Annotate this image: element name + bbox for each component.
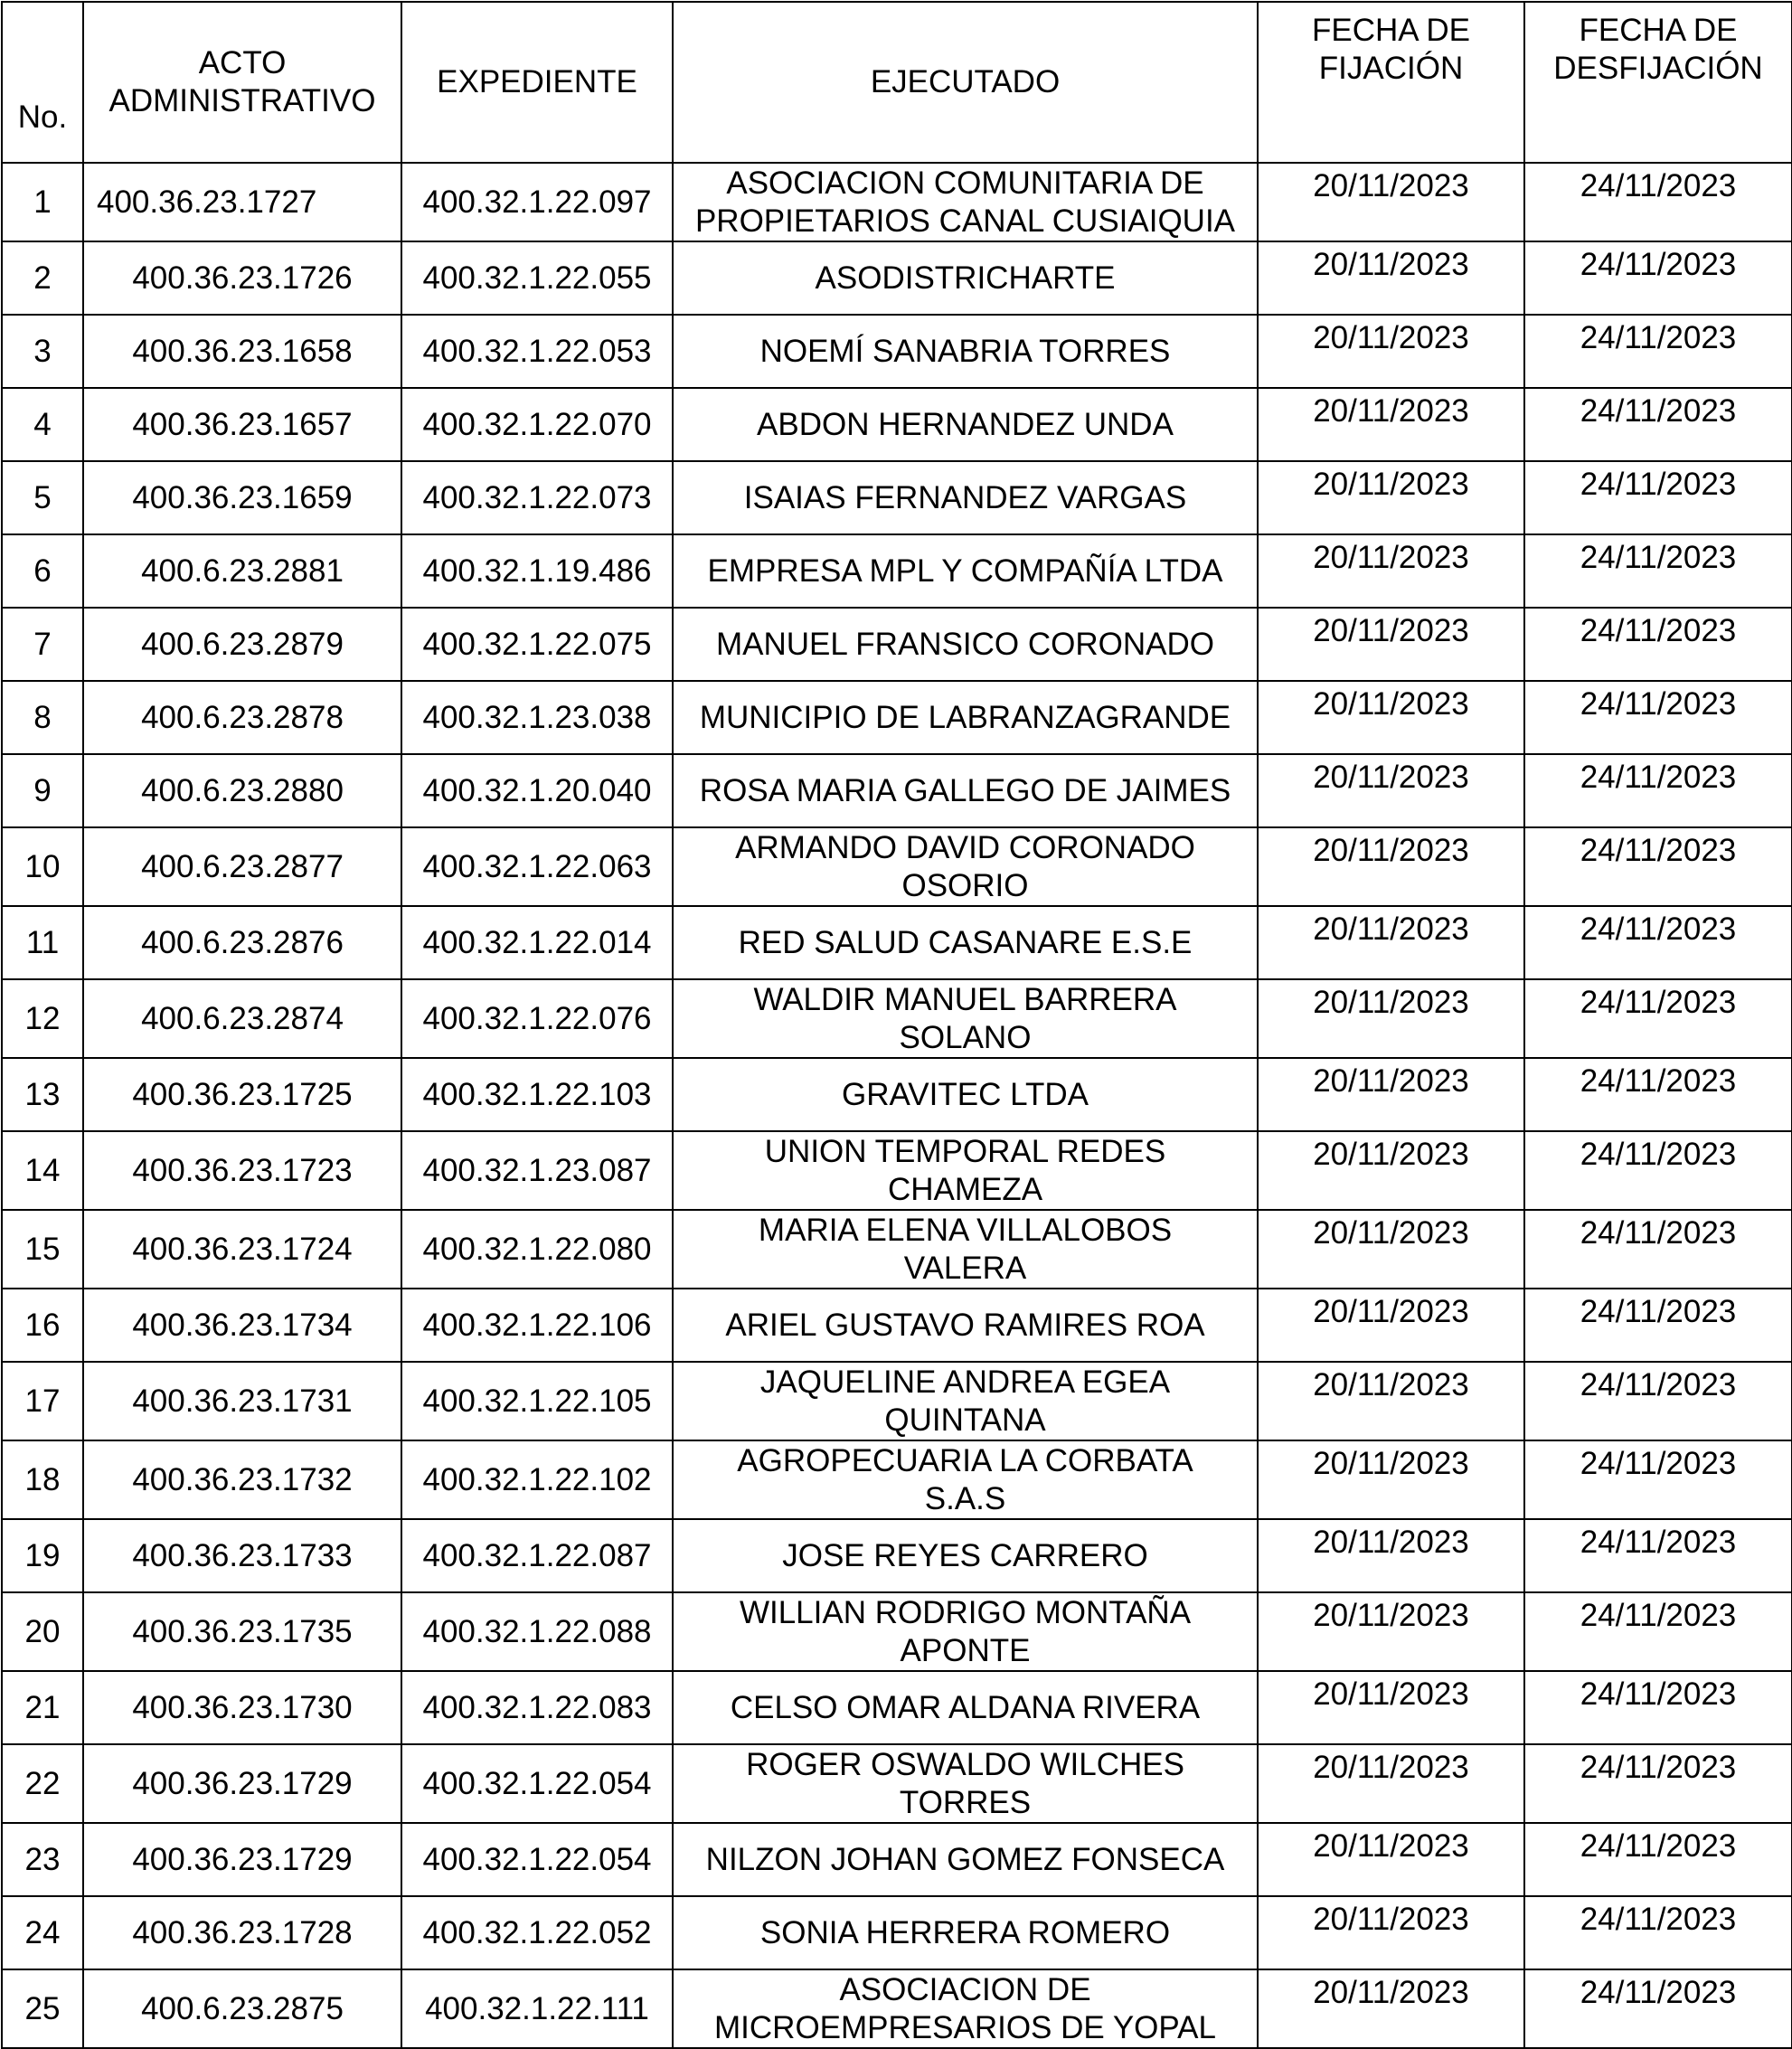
header-fijacion-line-1: FECHA DE [1311,13,1471,48]
acto-administrativo-cell: 400.6.23.2876 [83,906,401,979]
fecha-fijacion-cell: 20/11/2023 [1258,754,1524,827]
expediente-cell: 400.32.1.22.076 [401,979,673,1058]
table-row [2,1969,1792,2048]
fecha-desfijacion-cell: 24/11/2023 [1524,1058,1792,1131]
expediente-cell: 400.32.1.22.055 [401,241,673,315]
expediente-cell: 400.32.1.22.088 [401,1592,673,1671]
fecha-fijacion-cell: 20/11/2023 [1258,1289,1524,1362]
ejecutado-line: GRAVITEC LTDA [842,1076,1089,1112]
fecha-fijacion-cell: 20/11/2023 [1258,827,1524,906]
ejecutado-cell [673,388,1258,461]
ejecutado-line: QUINTANA [884,1402,1046,1438]
acto-administrativo-cell: 400.36.23.1725 [83,1058,401,1131]
table-row [2,681,1792,754]
table-row [2,827,1792,906]
acto-administrativo-cell: 400.6.23.2880 [83,754,401,827]
notification-table [1,1,1792,2049]
table-row [2,1823,1792,1896]
header-desfijacion-line-1: FECHA DE [1579,13,1738,48]
fecha-fijacion-cell: 20/11/2023 [1258,681,1524,754]
acto-administrativo-cell: 400.36.23.1723 [83,1131,401,1210]
table-row [2,461,1792,534]
fecha-fijacion-cell: 20/11/2023 [1258,1210,1524,1289]
expediente-cell: 400.32.1.22.054 [401,1823,673,1896]
fecha-desfijacion-cell: 24/11/2023 [1524,163,1792,241]
fecha-fijacion-cell: 20/11/2023 [1258,1744,1524,1823]
row-number: 13 [2,1058,83,1131]
ejecutado-line: MANUEL FRANSICO CORONADO [716,626,1214,662]
row-number: 4 [2,388,83,461]
acto-administrativo-cell: 400.36.23.1724 [83,1210,401,1289]
expediente-cell: 400.32.1.22.053 [401,315,673,388]
acto-administrativo-cell: 400.6.23.2874 [83,979,401,1058]
row-number: 7 [2,608,83,681]
fecha-desfijacion-cell: 24/11/2023 [1524,241,1792,315]
fecha-fijacion-cell: 20/11/2023 [1258,1592,1524,1671]
ejecutado-line: JOSE REYES CARRERO [782,1537,1148,1573]
ejecutado-cell [673,1058,1258,1131]
header-desfijacion-line-2: DESFIJACIÓN [1553,51,1763,86]
header-row [2,2,1792,163]
row-number: 15 [2,1210,83,1289]
row-number: 6 [2,534,83,608]
ejecutado-cell [673,315,1258,388]
ejecutado-line: MARIA ELENA VILLALOBOS [758,1212,1173,1248]
expediente-cell: 400.32.1.22.105 [401,1362,673,1440]
ejecutado-cell [673,979,1258,1058]
fecha-fijacion-cell: 20/11/2023 [1258,315,1524,388]
ejecutado-line: MICROEMPRESARIOS DE YOPAL [714,2009,1216,2045]
fecha-desfijacion-cell: 24/11/2023 [1524,906,1792,979]
ejecutado-cell [673,461,1258,534]
ejecutado-line: CELSO OMAR ALDANA RIVERA [730,1689,1201,1725]
row-number: 11 [2,906,83,979]
ejecutado-line: EMPRESA MPL Y COMPAÑÍA LTDA [707,552,1223,589]
ejecutado-cell [673,1289,1258,1362]
fecha-fijacion-cell: 20/11/2023 [1258,1823,1524,1896]
row-number: 5 [2,461,83,534]
row-number: 18 [2,1440,83,1519]
acto-administrativo-cell: 400.36.23.1730 [83,1671,401,1744]
table-row [2,1671,1792,1744]
ejecutado-cell [673,241,1258,315]
row-number: 3 [2,315,83,388]
expediente-cell: 400.32.1.22.063 [401,827,673,906]
header-acto-administrativo [83,2,401,163]
ejecutado-line: ROSA MARIA GALLEGO DE JAIMES [699,772,1231,808]
acto-administrativo-cell: 400.36.23.1728 [83,1896,401,1969]
table-row [2,1519,1792,1592]
row-number: 12 [2,979,83,1058]
fecha-desfijacion-cell: 24/11/2023 [1524,1289,1792,1362]
ejecutado-line: JAQUELINE ANDREA EGEA [759,1364,1171,1400]
row-number: 8 [2,681,83,754]
expediente-cell: 400.32.1.23.038 [401,681,673,754]
ejecutado-line: NOEMÍ SANABRIA TORRES [759,333,1171,369]
acto-administrativo-cell: 400.36.23.1733 [83,1519,401,1592]
ejecutado-cell [673,1440,1258,1519]
row-number: 9 [2,754,83,827]
ejecutado-cell [673,754,1258,827]
fecha-desfijacion-cell: 24/11/2023 [1524,461,1792,534]
ejecutado-line: WALDIR MANUEL BARRERA [753,981,1177,1017]
fecha-fijacion-cell: 20/11/2023 [1258,1131,1524,1210]
fecha-fijacion-cell: 20/11/2023 [1258,1969,1524,2048]
table-row [2,1744,1792,1823]
expediente-cell: 400.32.1.22.087 [401,1519,673,1592]
ejecutado-line: ARIEL GUSTAVO RAMIRES ROA [725,1307,1205,1343]
ejecutado-line: NILZON JOHAN GOMEZ FONSECA [705,1841,1225,1877]
fecha-fijacion-cell: 20/11/2023 [1258,534,1524,608]
row-number: 25 [2,1969,83,2048]
fecha-fijacion-cell: 20/11/2023 [1258,163,1524,241]
expediente-cell: 400.32.1.22.054 [401,1744,673,1823]
fecha-desfijacion-cell: 24/11/2023 [1524,1131,1792,1210]
row-number: 1 [2,163,83,241]
expediente-cell: 400.32.1.22.106 [401,1289,673,1362]
fecha-desfijacion-cell: 24/11/2023 [1524,534,1792,608]
ejecutado-line: VALERA [903,1250,1027,1286]
fecha-fijacion-cell: 20/11/2023 [1258,388,1524,461]
table-row [2,906,1792,979]
expediente-cell: 400.32.1.20.040 [401,754,673,827]
acto-administrativo-cell: 400.36.23.1658 [83,315,401,388]
fecha-fijacion-cell: 20/11/2023 [1258,1058,1524,1131]
fecha-fijacion-cell: 20/11/2023 [1258,1362,1524,1440]
ejecutado-line: ASODISTRICHARTE [815,260,1116,296]
acto-administrativo-cell: 400.36.23.1732 [83,1440,401,1519]
expediente-cell: 400.32.1.22.080 [401,1210,673,1289]
acto-administrativo-cell: 400.36.23.1735 [83,1592,401,1671]
expediente-cell: 400.32.1.22.014 [401,906,673,979]
ejecutado-cell [673,1671,1258,1744]
table-row [2,163,1792,241]
fecha-desfijacion-cell: 24/11/2023 [1524,681,1792,754]
ejecutado-line: TORRES [899,1784,1032,1820]
ejecutado-cell [673,534,1258,608]
fecha-fijacion-cell: 20/11/2023 [1258,1671,1524,1744]
fecha-desfijacion-cell: 24/11/2023 [1524,1519,1792,1592]
ejecutado-cell [673,1969,1258,2048]
ejecutado-line: ABDON HERNANDEZ UNDA [757,406,1174,442]
ejecutado-line: ASOCIACION DE [839,1971,1091,2007]
acto-administrativo-cell: 400.6.23.2878 [83,681,401,754]
fecha-desfijacion-cell: 24/11/2023 [1524,608,1792,681]
fecha-fijacion-cell: 20/11/2023 [1258,461,1524,534]
fecha-desfijacion-cell: 24/11/2023 [1524,388,1792,461]
ejecutado-line: MUNICIPIO DE LABRANZAGRANDE [699,699,1231,735]
header-ejecutado: EJECUTADO [673,2,1258,163]
fecha-desfijacion-cell: 24/11/2023 [1524,1362,1792,1440]
ejecutado-line: PROPIETARIOS CANAL CUSIAIQUIA [694,203,1236,239]
expediente-cell: 400.32.1.22.070 [401,388,673,461]
fecha-fijacion-cell: 20/11/2023 [1258,979,1524,1058]
acto-administrativo-cell: 400.6.23.2879 [83,608,401,681]
acto-administrativo-cell: 400.36.23.1729 [83,1744,401,1823]
expediente-cell: 400.32.1.22.103 [401,1058,673,1131]
expediente-cell: 400.32.1.23.087 [401,1131,673,1210]
fecha-desfijacion-cell: 24/11/2023 [1524,1671,1792,1744]
expediente-cell: 400.32.1.22.073 [401,461,673,534]
fecha-desfijacion-cell: 24/11/2023 [1524,827,1792,906]
fecha-desfijacion-cell: 24/11/2023 [1524,979,1792,1058]
expediente-cell: 400.32.1.22.097 [401,163,673,241]
ejecutado-cell [673,1131,1258,1210]
fecha-desfijacion-cell: 24/11/2023 [1524,1896,1792,1969]
expediente-cell: 400.32.1.22.083 [401,1671,673,1744]
fecha-fijacion-cell: 20/11/2023 [1258,241,1524,315]
fecha-desfijacion-cell: 24/11/2023 [1524,1969,1792,2048]
expediente-cell: 400.32.1.22.075 [401,608,673,681]
expediente-cell: 400.32.1.22.102 [401,1440,673,1519]
fecha-fijacion-cell: 20/11/2023 [1258,608,1524,681]
acto-administrativo-cell: 400.36.23.1657 [83,388,401,461]
ejecutado-cell [673,1592,1258,1671]
expediente-cell: 400.32.1.22.111 [401,1969,673,2048]
row-number: 22 [2,1744,83,1823]
row-number: 20 [2,1592,83,1671]
ejecutado-line: ISAIAS FERNANDEZ VARGAS [743,479,1187,515]
table-row [2,1362,1792,1440]
acto-administrativo-cell: 400.36.23.1734 [83,1289,401,1362]
table-row [2,241,1792,315]
ejecutado-line: ASOCIACION COMUNITARIA DE [726,165,1204,201]
header-no: No. [2,2,83,163]
table-row [2,1440,1792,1519]
row-number: 10 [2,827,83,906]
expediente-cell: 400.32.1.19.486 [401,534,673,608]
acto-administrativo-cell: 400.36.23.1726 [83,241,401,315]
fecha-fijacion-cell: 20/11/2023 [1258,1519,1524,1592]
ejecutado-line: APONTE [900,1632,1031,1668]
header-fijacion-line-2: FIJACIÓN [1318,51,1464,86]
row-number: 21 [2,1671,83,1744]
acto-administrativo-cell: 400.6.23.2875 [83,1969,401,2048]
ejecutado-cell [673,608,1258,681]
table-row [2,1210,1792,1289]
table-row [2,608,1792,681]
ejecutado-line: ROGER OSWALDO WILCHES [746,1746,1184,1782]
table-row [2,1592,1792,1671]
table-row [2,1896,1792,1969]
ejecutado-line: AGROPECUARIA LA CORBATA [737,1442,1193,1478]
table-row [2,534,1792,608]
ejecutado-cell [673,1362,1258,1440]
fecha-desfijacion-cell: 24/11/2023 [1524,315,1792,388]
fecha-fijacion-cell: 20/11/2023 [1258,1896,1524,1969]
ejecutado-cell [673,1519,1258,1592]
fecha-desfijacion-cell: 24/11/2023 [1524,1440,1792,1519]
row-number: 23 [2,1823,83,1896]
ejecutado-cell [673,1896,1258,1969]
fecha-desfijacion-cell: 24/11/2023 [1524,1210,1792,1289]
row-number: 14 [2,1131,83,1210]
acto-administrativo-cell: 400.6.23.2877 [83,827,401,906]
ejecutado-line: WILLIAN RODRIGO MONTAÑA [739,1594,1192,1630]
ejecutado-line: SONIA HERRERA ROMERO [759,1914,1171,1950]
acto-administrativo-cell: 400.6.23.2881 [83,534,401,608]
expediente-cell: 400.32.1.22.052 [401,1896,673,1969]
fecha-desfijacion-cell: 24/11/2023 [1524,1823,1792,1896]
header-acto-line-1: ACTO [198,45,287,80]
fecha-fijacion-cell: 20/11/2023 [1258,1440,1524,1519]
ejecutado-line: ARMANDO DAVID CORONADO [735,829,1195,865]
table-row [2,388,1792,461]
header-expediente: EXPEDIENTE [401,2,673,163]
ejecutado-cell [673,1210,1258,1289]
header-fecha-desfijacion [1524,2,1792,163]
ejecutado-line: S.A.S [924,1480,1006,1516]
fecha-fijacion-cell: 20/11/2023 [1258,906,1524,979]
fecha-desfijacion-cell: 24/11/2023 [1524,1592,1792,1671]
ejecutado-cell [673,1823,1258,1896]
acto-administrativo-cell: 400.36.23.1659 [83,461,401,534]
acto-administrativo-cell: 400.36.23.1727 [83,163,401,241]
ejecutado-line: OSORIO [901,867,1029,903]
table-row [2,754,1792,827]
ejecutado-cell [673,827,1258,906]
fecha-desfijacion-cell: 24/11/2023 [1524,754,1792,827]
acto-administrativo-cell: 400.36.23.1731 [83,1362,401,1440]
row-number: 17 [2,1362,83,1440]
acto-administrativo-cell: 400.36.23.1729 [83,1823,401,1896]
table-row [2,1131,1792,1210]
table-body [2,163,1792,2048]
ejecutado-cell [673,906,1258,979]
ejecutado-cell [673,681,1258,754]
table-row [2,1058,1792,1131]
row-number: 19 [2,1519,83,1592]
ejecutado-line: SOLANO [899,1019,1032,1055]
table-row [2,315,1792,388]
row-number: 24 [2,1896,83,1969]
header-fecha-fijacion [1258,2,1524,163]
ejecutado-line: UNION TEMPORAL REDES [764,1133,1166,1169]
row-number: 16 [2,1289,83,1362]
ejecutado-cell [673,1744,1258,1823]
ejecutado-line: CHAMEZA [887,1171,1043,1207]
header-acto-line-2: ADMINISTRATIVO [108,83,376,118]
ejecutado-cell [673,163,1258,241]
table-row [2,979,1792,1058]
row-number: 2 [2,241,83,315]
ejecutado-line: RED SALUD CASANARE E.S.E [738,924,1193,960]
fecha-desfijacion-cell: 24/11/2023 [1524,1744,1792,1823]
table-row [2,1289,1792,1362]
